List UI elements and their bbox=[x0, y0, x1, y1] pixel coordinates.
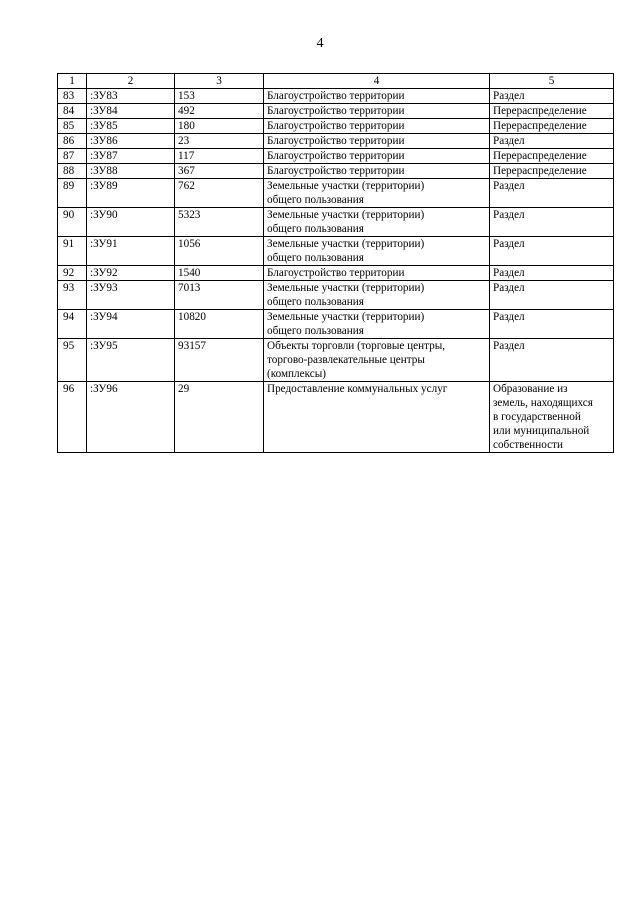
row-number-cell bbox=[58, 179, 87, 208]
area-cell bbox=[175, 149, 264, 164]
formation-method-cell-text: Раздел bbox=[493, 311, 525, 323]
permitted-use-cell-text: Земельные участки (территории) общего пользования bbox=[267, 282, 425, 308]
area-cell-text: 153 bbox=[178, 90, 195, 102]
plot-code-cell bbox=[87, 208, 175, 237]
row-number-cell-text: 93 bbox=[63, 282, 75, 294]
table-row bbox=[58, 208, 614, 237]
permitted-use-cell bbox=[264, 119, 490, 134]
plot-code-cell bbox=[87, 89, 175, 104]
permitted-use-cell bbox=[264, 164, 490, 179]
row-number-cell-text: 89 bbox=[63, 180, 75, 192]
permitted-use-cell-text: Благоустройство территории bbox=[267, 267, 405, 279]
formation-method-cell-text: Раздел bbox=[493, 282, 525, 294]
permitted-use-cell bbox=[264, 237, 490, 266]
plot-code-cell bbox=[87, 164, 175, 179]
plot-code-cell bbox=[87, 281, 175, 310]
table-row bbox=[58, 339, 614, 382]
plot-code-cell-text: :ЗУ89 bbox=[90, 180, 118, 192]
permitted-use-cell bbox=[264, 89, 490, 104]
row-number-cell-text: 95 bbox=[63, 340, 75, 352]
area-cell-text: 1540 bbox=[178, 267, 201, 279]
permitted-use-cell-text: Земельные участки (территории) общего пользования bbox=[267, 209, 425, 235]
area-cell bbox=[175, 89, 264, 104]
formation-method-cell-text: Перераспределение bbox=[493, 105, 587, 117]
row-number-cell bbox=[58, 104, 87, 119]
permitted-use-cell bbox=[264, 134, 490, 149]
row-number-cell bbox=[58, 281, 87, 310]
formation-method-cell bbox=[490, 382, 614, 453]
formation-method-cell bbox=[490, 266, 614, 281]
formation-method-cell bbox=[490, 149, 614, 164]
permitted-use-cell bbox=[264, 149, 490, 164]
formation-method-cell bbox=[490, 339, 614, 382]
permitted-use-cell-text: Земельные участки (территории) общего пользования bbox=[267, 238, 425, 264]
permitted-use-cell bbox=[264, 104, 490, 119]
plot-code-cell-text: :ЗУ83 bbox=[90, 90, 118, 102]
table-row bbox=[58, 179, 614, 208]
row-number-cell-text: 84 bbox=[63, 105, 75, 117]
formation-method-cell bbox=[490, 179, 614, 208]
table-row bbox=[58, 164, 614, 179]
row-number-cell bbox=[58, 89, 87, 104]
formation-method-cell-text: Раздел bbox=[493, 340, 525, 352]
permitted-use-cell bbox=[264, 382, 490, 453]
table-row bbox=[58, 104, 614, 119]
plot-code-cell-text: :ЗУ95 bbox=[90, 340, 118, 352]
permitted-use-cell-text: Благоустройство территории bbox=[267, 150, 405, 162]
plot-code-cell bbox=[87, 266, 175, 281]
area-cell-text: 23 bbox=[178, 135, 190, 147]
area-cell-text: 492 bbox=[178, 105, 195, 117]
row-number-cell bbox=[58, 134, 87, 149]
formation-method-cell-text: Раздел bbox=[493, 238, 525, 250]
area-cell-text: 1056 bbox=[178, 238, 201, 250]
plot-code-cell bbox=[87, 104, 175, 119]
table-body bbox=[58, 89, 614, 453]
formation-method-cell bbox=[490, 237, 614, 266]
area-cell-text: 5323 bbox=[178, 209, 201, 221]
row-number-cell bbox=[58, 310, 87, 339]
area-cell bbox=[175, 281, 264, 310]
area-cell-text: 180 bbox=[178, 120, 195, 132]
plot-code-cell-text: :ЗУ84 bbox=[90, 105, 118, 117]
row-number-cell-text: 86 bbox=[63, 135, 75, 147]
permitted-use-cell bbox=[264, 339, 490, 382]
plot-code-cell-text: :ЗУ90 bbox=[90, 209, 118, 221]
column-header-3: 3 bbox=[175, 74, 264, 89]
permitted-use-cell-text: Благоустройство территории bbox=[267, 90, 405, 102]
area-cell bbox=[175, 134, 264, 149]
row-number-cell bbox=[58, 237, 87, 266]
permitted-use-cell bbox=[264, 179, 490, 208]
permitted-use-cell-text: Благоустройство территории bbox=[267, 105, 405, 117]
permitted-use-cell bbox=[264, 310, 490, 339]
area-cell-text: 367 bbox=[178, 165, 195, 177]
permitted-use-cell-text: Земельные участки (территории) общего пользования bbox=[267, 180, 425, 206]
row-number-cell bbox=[58, 119, 87, 134]
plot-code-cell bbox=[87, 237, 175, 266]
area-cell-text: 29 bbox=[178, 383, 190, 395]
table-row bbox=[58, 89, 614, 104]
permitted-use-cell-text: Благоустройство территории bbox=[267, 165, 405, 177]
permitted-use-cell bbox=[264, 281, 490, 310]
area-cell bbox=[175, 208, 264, 237]
table-row bbox=[58, 119, 614, 134]
table-row bbox=[58, 310, 614, 339]
plot-code-cell-text: :ЗУ94 bbox=[90, 311, 118, 323]
formation-method-cell bbox=[490, 164, 614, 179]
formation-method-cell bbox=[490, 208, 614, 237]
row-number-cell-text: 91 bbox=[63, 238, 75, 250]
column-header-1: 1 bbox=[58, 74, 87, 89]
permitted-use-cell-text: Объекты торговли (торговые центры, торгово-развлекательные центры (комплексы) bbox=[267, 340, 446, 380]
plot-code-cell bbox=[87, 179, 175, 208]
row-number-cell-text: 85 bbox=[63, 120, 75, 132]
plot-code-cell-text: :ЗУ96 bbox=[90, 383, 118, 395]
row-number-cell-text: 96 bbox=[63, 383, 75, 395]
permitted-use-cell-text: Земельные участки (территории) общего пользования bbox=[267, 311, 425, 337]
formation-method-cell-text: Раздел bbox=[493, 135, 525, 147]
plot-code-cell-text: :ЗУ91 bbox=[90, 238, 118, 250]
plot-code-cell bbox=[87, 134, 175, 149]
plot-code-cell bbox=[87, 339, 175, 382]
plot-code-cell-text: :ЗУ93 bbox=[90, 282, 118, 294]
permitted-use-cell bbox=[264, 208, 490, 237]
row-number-cell bbox=[58, 266, 87, 281]
table-row bbox=[58, 134, 614, 149]
formation-method-cell-text: Образование из земель, находящихся в государственной или муниципальной собственности bbox=[493, 383, 593, 451]
formation-method-cell bbox=[490, 281, 614, 310]
plot-code-cell-text: :ЗУ86 bbox=[90, 135, 118, 147]
formation-method-cell bbox=[490, 89, 614, 104]
row-number-cell-text: 90 bbox=[63, 209, 75, 221]
area-cell bbox=[175, 339, 264, 382]
plot-code-cell-text: :ЗУ92 bbox=[90, 267, 118, 279]
formation-method-cell bbox=[490, 104, 614, 119]
permitted-use-cell-text: Благоустройство территории bbox=[267, 135, 405, 147]
table-row bbox=[58, 266, 614, 281]
formation-method-cell-text: Перераспределение bbox=[493, 150, 587, 162]
formation-method-cell-text: Раздел bbox=[493, 90, 525, 102]
column-header-2: 2 bbox=[87, 74, 175, 89]
area-cell bbox=[175, 179, 264, 208]
area-cell bbox=[175, 164, 264, 179]
formation-method-cell bbox=[490, 119, 614, 134]
row-number-cell-text: 94 bbox=[63, 311, 75, 323]
row-number-cell-text: 83 bbox=[63, 90, 75, 102]
row-number-cell bbox=[58, 339, 87, 382]
area-cell-text: 117 bbox=[178, 150, 195, 162]
plot-code-cell bbox=[87, 119, 175, 134]
formation-method-cell-text: Раздел bbox=[493, 180, 525, 192]
column-header-4: 4 bbox=[264, 74, 490, 89]
area-cell bbox=[175, 382, 264, 453]
page-number: 4 bbox=[316, 36, 324, 51]
area-cell bbox=[175, 104, 264, 119]
plot-code-cell bbox=[87, 382, 175, 453]
area-cell-text: 10820 bbox=[178, 311, 206, 323]
formation-method-cell-text: Перераспределение bbox=[493, 165, 587, 177]
plot-code-cell bbox=[87, 310, 175, 339]
formation-method-cell-text: Раздел bbox=[493, 209, 525, 221]
plot-code-cell-text: :ЗУ88 bbox=[90, 165, 118, 177]
area-cell bbox=[175, 310, 264, 339]
row-number-cell bbox=[58, 164, 87, 179]
area-cell-text: 93157 bbox=[178, 340, 206, 352]
formation-method-cell-text: Перераспределение bbox=[493, 120, 587, 132]
area-cell-text: 762 bbox=[178, 180, 195, 192]
land-plots-table bbox=[57, 73, 614, 453]
plot-code-cell-text: :ЗУ87 bbox=[90, 150, 118, 162]
permitted-use-cell-text: Благоустройство территории bbox=[267, 120, 405, 132]
row-number-cell-text: 88 bbox=[63, 165, 75, 177]
row-number-cell-text: 87 bbox=[63, 150, 75, 162]
area-cell bbox=[175, 119, 264, 134]
area-cell-text: 7013 bbox=[178, 282, 201, 294]
table-header-row bbox=[58, 74, 614, 89]
table-row bbox=[58, 281, 614, 310]
table-row bbox=[58, 149, 614, 164]
formation-method-cell bbox=[490, 134, 614, 149]
formation-method-cell bbox=[490, 310, 614, 339]
column-header-5: 5 bbox=[490, 74, 614, 89]
plot-code-cell bbox=[87, 149, 175, 164]
row-number-cell-text: 92 bbox=[63, 267, 75, 279]
permitted-use-cell bbox=[264, 266, 490, 281]
row-number-cell bbox=[58, 382, 87, 453]
row-number-cell bbox=[58, 208, 87, 237]
area-cell bbox=[175, 237, 264, 266]
permitted-use-cell-text: Предоставление коммунальных услуг bbox=[267, 383, 448, 395]
plot-code-cell-text: :ЗУ85 bbox=[90, 120, 118, 132]
table-row bbox=[58, 237, 614, 266]
area-cell bbox=[175, 266, 264, 281]
table-row bbox=[58, 382, 614, 453]
row-number-cell bbox=[58, 149, 87, 164]
formation-method-cell-text: Раздел bbox=[493, 267, 525, 279]
